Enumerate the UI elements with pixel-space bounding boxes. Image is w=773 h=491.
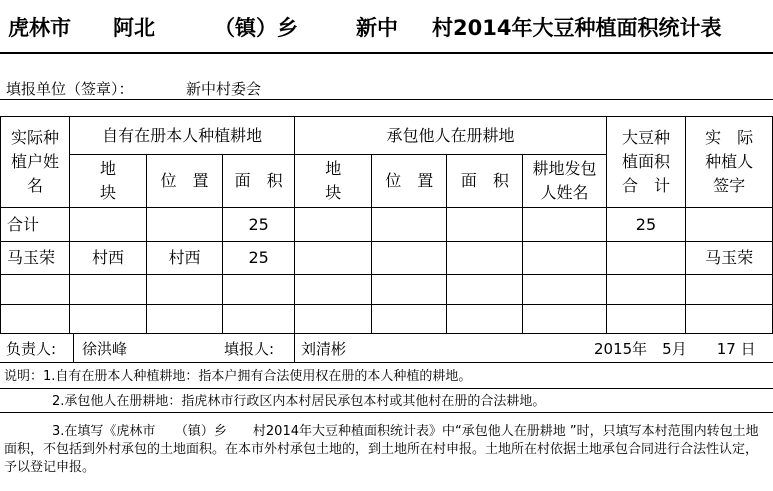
cell-area: 25 — [223, 242, 295, 275]
cell-contract-plot — [295, 208, 372, 242]
cell-contract-owner — [523, 275, 606, 305]
cell-total — [606, 305, 686, 334]
unit-underline — [0, 99, 773, 100]
note-3: 3.在填写《虎林市 （镇）乡 村2014年大豆种植面积统计表》中“承包他人在册耕地 ”时，只填写本村范围内转包土地面积，不包括到外村承包的土地面积。在本市外村承包土地的，到土地所在村申报。土地所在村依据土地承包合同进行合法性认定，予以登记申报。 — [4, 424, 759, 475]
footer-divider — [73, 334, 74, 362]
cell-location: 村西 — [147, 242, 223, 275]
header-signature: 实 际种植人签字 — [686, 117, 773, 208]
cell-contract-owner — [523, 305, 606, 334]
header-contract-area: 面 积 — [447, 155, 523, 208]
document-title — [0, 0, 773, 52]
note-1: 说明：1.自有在册本人种植耕地：指本户拥有合法使用权在册的本人种植的耕地。 — [4, 369, 472, 384]
cell-plot — [69, 208, 146, 242]
cell-name: 合计 — [1, 208, 70, 242]
header-contract-group: 承包他人在册耕地 — [295, 117, 606, 155]
cell-contract-area — [447, 208, 523, 242]
header-contract-owner: 耕地发包人姓名 — [523, 155, 606, 208]
cell-location — [147, 305, 223, 334]
header-own-location: 位 置 — [147, 155, 223, 208]
header-own-area: 面 积 — [223, 155, 295, 208]
cell-contract-owner — [523, 208, 606, 242]
footer-underline — [0, 362, 773, 363]
cell-contract-location — [372, 242, 447, 275]
table-row — [1, 305, 773, 334]
table-row — [1, 208, 773, 242]
title-village: 新中 — [356, 16, 398, 40]
cell-plot — [69, 275, 146, 305]
cell-signature — [686, 275, 773, 305]
cell-name — [1, 275, 70, 305]
cell-contract-location — [372, 275, 447, 305]
unit-label: 填报单位（签章）： — [6, 80, 134, 98]
title-town: 阿北 — [113, 16, 155, 40]
filler-value: 刘清彬 — [301, 340, 347, 358]
cell-plot — [69, 305, 146, 334]
header-soy-area: 大豆种植面积合 计 — [606, 117, 686, 208]
responsible-value: 徐洪峰 — [82, 340, 128, 358]
cell-location — [147, 275, 223, 305]
table-row — [1, 275, 773, 305]
header-planter: 实际种植户姓名 — [1, 117, 70, 208]
cell-name — [1, 305, 70, 334]
cell-total: 25 — [606, 208, 686, 242]
unit-value: 新中村委会 — [186, 80, 262, 98]
cell-contract-plot — [295, 275, 372, 305]
cell-contract-plot — [295, 305, 372, 334]
cell-location — [147, 208, 223, 242]
cell-area — [223, 305, 295, 334]
cell-name: 马玉荣 — [1, 242, 70, 275]
title-city: 虎林市 — [8, 16, 71, 40]
cell-total — [606, 275, 686, 305]
title-underline — [0, 52, 773, 54]
cell-signature — [686, 305, 773, 334]
note-divider — [0, 412, 773, 413]
filler-label: 填报人: — [224, 340, 275, 358]
table-row — [1, 242, 773, 275]
header-own-plot: 地 块 — [69, 155, 146, 208]
cell-signature — [686, 208, 773, 242]
cell-contract-area — [447, 242, 523, 275]
responsible-label: 负责人: — [6, 340, 57, 358]
cell-contract-location — [372, 208, 447, 242]
report-date: 2015年 5月 17 日 — [594, 340, 756, 358]
cell-signature: 马玉荣 — [686, 242, 773, 275]
cell-contract-location — [372, 305, 447, 334]
title-rest: 村2014年大豆种植面积统计表 — [432, 16, 722, 40]
header-contract-location: 位 置 — [372, 155, 447, 208]
cell-contract-area — [447, 275, 523, 305]
cell-total — [606, 242, 686, 275]
note-2: 2.承包他人在册耕地：指虎林市行政区内本村居民承包本村或其他村在册的合法耕地。 — [52, 394, 546, 409]
footer-divider — [294, 334, 295, 362]
cell-plot: 村西 — [69, 242, 146, 275]
cell-contract-plot — [295, 242, 372, 275]
cell-contract-owner — [523, 242, 606, 275]
cell-area: 25 — [223, 208, 295, 242]
cell-area — [223, 275, 295, 305]
header-contract-plot: 地 块 — [295, 155, 372, 208]
title-town-suffix: （镇）乡 — [214, 16, 298, 40]
header-own-group: 自有在册本人种植耕地 — [69, 117, 294, 155]
statistics-table — [0, 116, 773, 334]
cell-contract-area — [447, 305, 523, 334]
note-divider — [0, 388, 773, 389]
